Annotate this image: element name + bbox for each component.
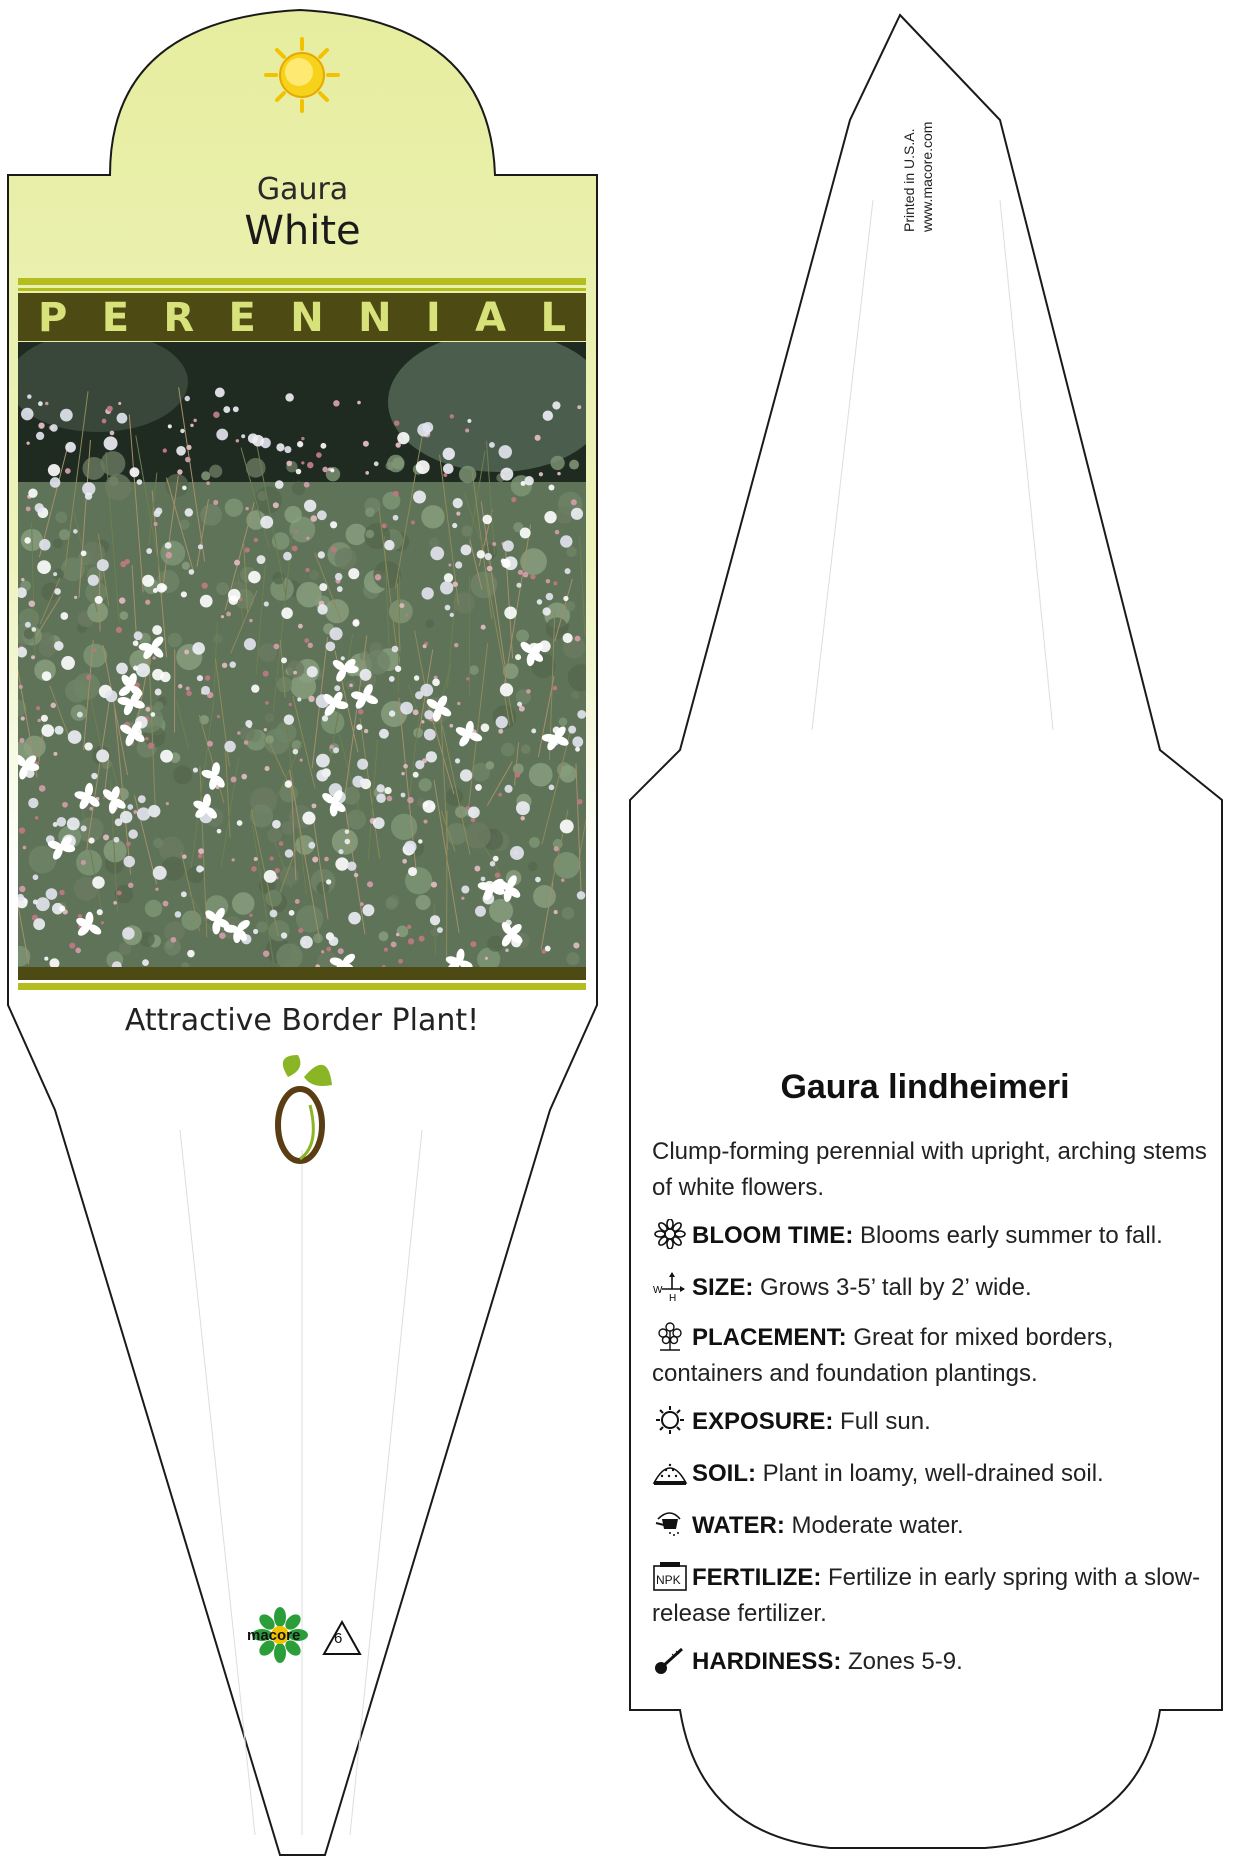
recycle-code: 6 [334,1630,343,1647]
care-label: WATER: [692,1512,785,1539]
print-note-line-1: Printed in U.S.A. [901,128,917,232]
care-placement [652,1320,1212,1392]
category-letter: P [38,295,68,341]
care-text: Fertilize in early spring with a slow-release fertilizer. [652,1564,1201,1627]
care-size [652,1270,1212,1306]
care-label: BLOOM TIME: [692,1222,854,1249]
botanical-name: Gaura lindheimeri [780,1068,1070,1106]
care-label: EXPOSURE: [692,1408,834,1435]
placement-icon [652,1321,688,1351]
category-letter: R [163,295,195,341]
care-text: Moderate water. [791,1512,964,1539]
care-soil [652,1456,1212,1492]
care-text: Great for mixed borders, containers and foundation plantings. [652,1324,1114,1387]
plant-common-name: Gaura [256,172,349,207]
npk-icon-text: NPK [656,1573,681,1587]
size-icon-w: W [653,1285,663,1296]
size-icon-h: H [669,1293,677,1301]
care-fertilize [652,1560,1212,1632]
category-letter: L [540,295,566,341]
sun-outline-icon [652,1405,688,1435]
category-letter: N [358,295,392,341]
care-label: SOIL: [692,1460,756,1487]
care-text: Zones 5-9. [848,1648,963,1675]
category-letter: E [101,295,130,341]
plant-variety: White [244,208,361,254]
tagline: Attractive Border Plant! [124,1003,480,1038]
care-bloom-time [652,1218,1212,1254]
photo-bottom-band [18,967,586,980]
care-label: FERTILIZE: [692,1564,822,1591]
plant-description: Clump-forming perennial with upright, arching stems of white flowers. [652,1138,1207,1201]
care-text: Grows 3-5’ tall by 2’ wide. [760,1274,1032,1301]
care-label: HARDINESS: [692,1648,842,1675]
macore-brand-text: macore [247,1627,301,1644]
soil-icon [652,1457,688,1487]
size-icon [652,1271,688,1301]
thermometer-icon [652,1645,688,1675]
sun-icon [266,39,338,111]
care-label: SIZE: [692,1274,754,1301]
category-letter: A [475,295,507,341]
care-text: Blooms early summer to fall. [859,1222,1163,1249]
plant-photo [18,342,586,967]
print-note [900,122,936,232]
care-exposure [652,1404,1212,1440]
category-label [18,295,586,341]
watering-can-icon [652,1509,688,1539]
care-text: Full sun. [840,1408,931,1435]
care-water [652,1508,1212,1544]
care-label: PLACEMENT: [692,1324,847,1351]
plant-photo-art [18,342,586,967]
flower-icon [652,1219,688,1249]
category-letter: I [425,295,441,341]
care-text: Plant in loamy, well-drained soil. [762,1460,1104,1487]
category-letter: N [290,295,324,341]
print-note-line-2: www.macore.com [919,121,935,232]
category-letter: E [228,295,256,341]
npk-icon [652,1561,688,1591]
care-hardiness [652,1644,1212,1680]
